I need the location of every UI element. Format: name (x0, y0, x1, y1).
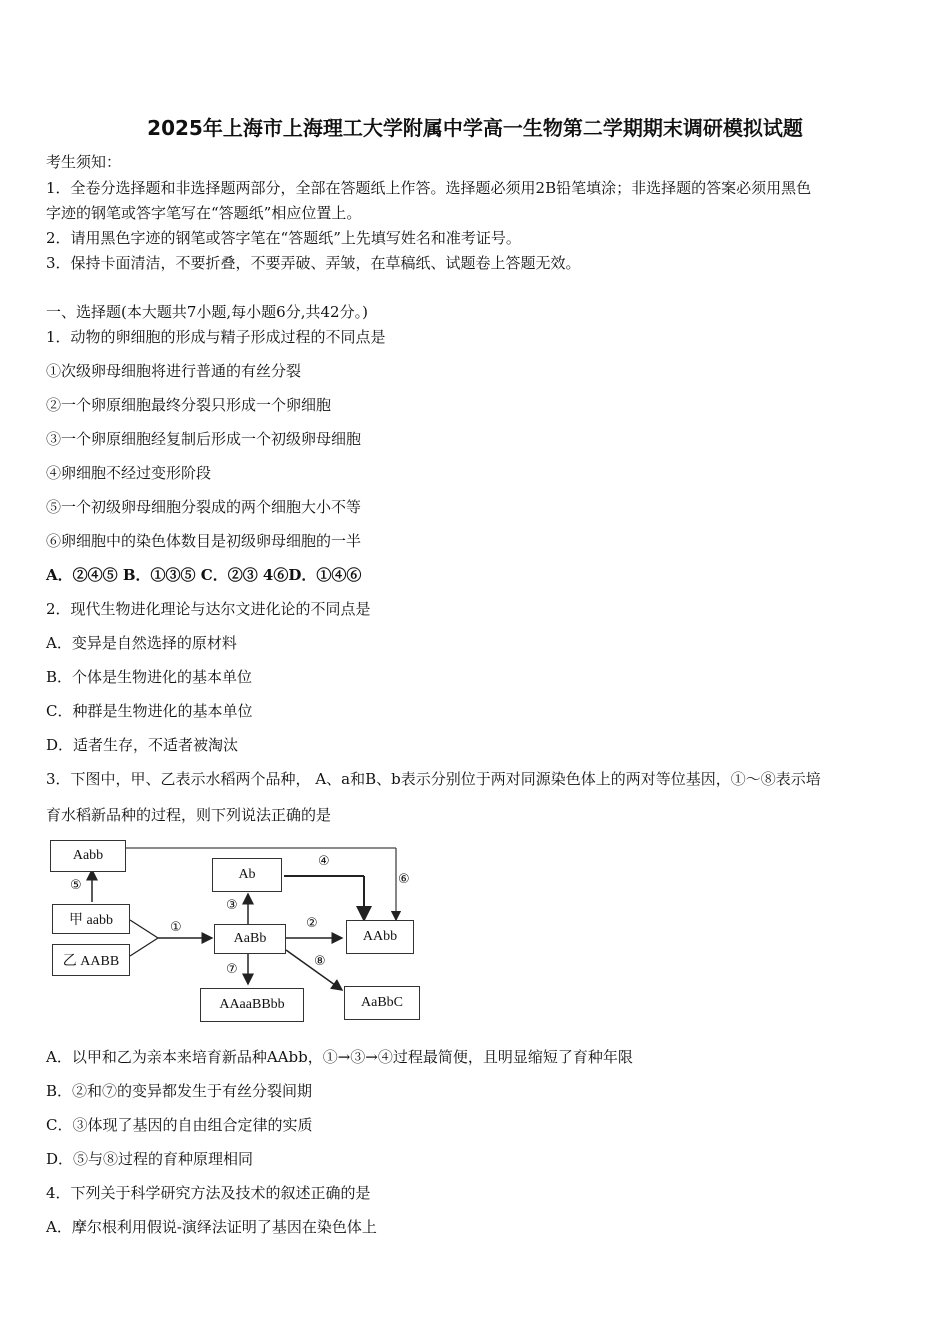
box-aabb-target: AAbb (346, 920, 414, 954)
q1-statement: ⑤一个初级卵母细胞分裂成的两个细胞大小不等 (46, 498, 362, 516)
q3-stem-cont: 育水稻新品种的过程，则下列说法正确的是 (46, 806, 332, 824)
q2-option-b: B．个体是生物进化的基本单位 (46, 668, 253, 686)
breeding-diagram (46, 838, 424, 1024)
step-5-label: ⑤ (70, 878, 82, 893)
box-aabbc: AaBbC (344, 986, 420, 1020)
q4-stem: 4．下列关于科学研究方法及技术的叙述正确的是 (46, 1184, 371, 1202)
notice-heading: 考生须知： (46, 153, 122, 171)
step-4-label: ④ (318, 854, 330, 869)
q2-stem: 2．现代生物进化理论与达尔文进化论的不同点是 (46, 600, 371, 618)
q2-option-d: D．适者生存，不适者被淘汰 (46, 736, 239, 754)
notice-item-2: 2．请用黑色字迹的钢笔或答字笔在“答题纸”上先填写姓名和准考证号。 (46, 229, 521, 247)
box-aabb-mid: AaBb (214, 924, 286, 954)
section-heading: 一、选择题(本大题共7小题,每小题6分,共42分。) (46, 303, 368, 321)
q4-option-a: A．摩尔根利用假说-演绎法证明了基因在染色体上 (46, 1218, 377, 1236)
q3-option-c: C．③体现了基因的自由组合定律的实质 (46, 1116, 313, 1134)
box-yi: 乙 AABB (52, 944, 130, 976)
q3-option-d: D．⑤与⑧过程的育种原理相同 (46, 1150, 254, 1168)
step-6-label: ⑥ (398, 872, 410, 887)
merge-line-top (130, 920, 158, 938)
q3-stem: 3．下图中，甲、乙表示水稻两个品种， A、a和B、b表示分别位于两对同源染色体上的两对等位基因，①～⑧表示培 (46, 770, 821, 788)
q2-option-a: A．变异是自然选择的原材料 (46, 634, 237, 652)
box-jia: 甲 aabb (52, 904, 130, 934)
q1-statement: ③一个卵原细胞经复制后形成一个初级卵母细胞 (46, 430, 362, 448)
q1-stem: 1．动物的卵细胞的形成与精子形成过程的不同点是 (46, 328, 386, 346)
q2-option-c: C．种群是生物进化的基本单位 (46, 702, 253, 720)
q1-options: A．②④⑤ B．①③⑤ C．②③ 4⑥D．①④⑥ (46, 566, 362, 584)
q3-option-a: A．以甲和乙为亲本来培育新品种AAbb，①→③→④过程最简便，且明显缩短了育种年限 (46, 1048, 633, 1066)
step-1-label: ① (170, 920, 182, 935)
step-3-label: ③ (226, 898, 238, 913)
box-aabb-top: Aabb (50, 840, 126, 872)
q1-statement: ①次级卵母细胞将进行普通的有丝分裂 (46, 362, 302, 380)
merge-line-bottom (130, 938, 158, 956)
q1-statement: ②一个卵原细胞最终分裂只形成一个卵细胞 (46, 396, 332, 414)
q1-statement: ⑥卵细胞中的染色体数目是初级卵母细胞的一半 (46, 532, 362, 550)
page-title: 2025年上海市上海理工大学附属中学高一生物第二学期期末调研模拟试题 (147, 116, 803, 140)
notice-item-3: 3．保持卡面清洁，不要折叠，不要弄破、弄皱，在草稿纸、试题卷上答题无效。 (46, 254, 581, 272)
q1-statement: ④卵细胞不经过变形阶段 (46, 464, 212, 482)
step-2-label: ② (306, 916, 318, 931)
step-8-label: ⑧ (314, 954, 326, 969)
notice-item-1: 1．全卷分选择题和非选择题两部分，全部在答题纸上作答。选择题必须用2B铅笔填涂；非选择题的答案必须用黑色 (46, 179, 812, 197)
box-ab: Ab (212, 858, 282, 892)
box-aaaabbbb: AAaaBBbb (200, 988, 304, 1022)
step-7-label: ⑦ (226, 962, 238, 977)
notice-item-1-cont: 字迹的钢笔或答字笔写在“答题纸”相应位置上。 (46, 204, 362, 222)
q3-option-b: B．②和⑦的变异都发生于有丝分裂间期 (46, 1082, 313, 1100)
